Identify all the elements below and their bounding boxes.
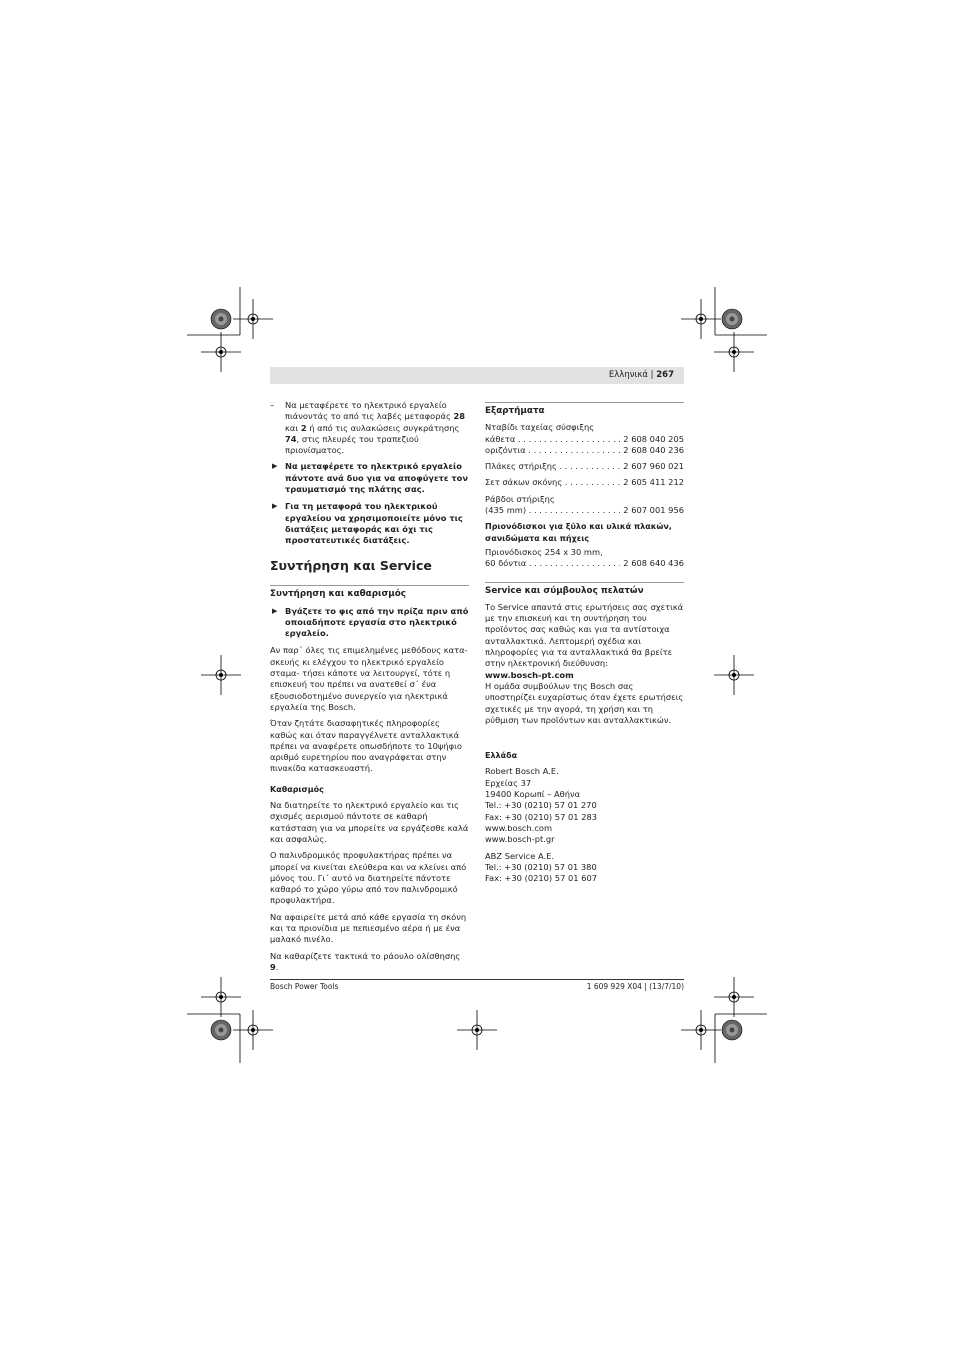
accessory-row: Σετ σάκων σκόνης . . . 2 605 411 212 xyxy=(485,477,684,488)
footer-divider xyxy=(270,979,684,980)
footer-right: 1 609 929 X04 | (13/7/10) xyxy=(586,982,684,991)
country-title: Ελλάδα xyxy=(485,751,518,761)
rods-title: Ράβδοι στήριξης xyxy=(485,493,555,504)
paragraph: Όταν ζητάτε διασαφητικές πληροφορίες καθώς και όταν παραγγέλνετε ανταλλακτικά πρέπει να αναφέρετε οπωσδήποτε το 10ψήφιο αριθμό ευρετηρίου που αναγράφεται στην πινακίδα κατασκευαστή. xyxy=(270,718,462,774)
arrow-right-icon: ▶ xyxy=(272,502,278,511)
clamp-title: Νταβίδι ταχείας σύσφιξης xyxy=(485,422,595,433)
cleaning-title: Καθαρισμός xyxy=(270,784,324,794)
maintenance-section xyxy=(270,560,469,978)
page-header: Ελληνικά | 267 xyxy=(270,367,684,384)
arrow-right-icon: ▶ xyxy=(272,462,278,471)
blade-description: Πριονόδισκος 254 x 30 mm, xyxy=(485,546,603,557)
service-title: Service και σύμβουλος πελατών xyxy=(485,582,684,597)
left-column xyxy=(270,400,470,553)
paragraph: Το Service απαντά στις ερωτήσεις σας σχετικά με την επισκευή και τη συντήρηση του προϊόντος σας καθώς και για τα αντίστοιχα ανταλλακτικά. Λεπτομερή σχέδια και πληροφορίες για τα ανταλλακτικά θα βρείτε στην ηλεκτρονική διεύθυνση: xyxy=(485,601,684,669)
accessory-row: (435 mm) . . . 2 607 001 956 xyxy=(485,505,684,516)
paragraph: Να καθαρίζετε τακτικά το ράουλο ολίσθησης 9. xyxy=(270,950,461,972)
arrow-right-icon: ▶ xyxy=(272,606,278,615)
accessory-row: 60 δόντια . . . 2 608 640 436 xyxy=(485,558,684,569)
accessory-row: κάθετα . . . 2 608 040 205 xyxy=(485,434,684,445)
paragraph: Να αφαιρείτε μετά από κάθε εργασία τη σκόνη και τα πριονίδια με πεπιεσμένο αέρα ή με ένα μαλακό πινέλο. xyxy=(270,911,467,945)
subsection-title: Συντήρηση και καθαρισμός xyxy=(270,585,469,600)
accessories-title: Εξαρτήματα xyxy=(485,402,684,417)
warning-carry-two-persons: ▶ Να μεταφέρετε το ηλεκτρικό εργαλείο πάντοτε ανά δυο για να αποφύγετε τον τραυματισμό της πλάτης σας. xyxy=(272,461,469,495)
address-block: ABZ Service A.E. Tel.: +30 (0210) 57 01 380 Fax: +30 (0210) 57 01 607 xyxy=(485,850,598,884)
blades-title: Πριονόδισκοι για ξύλο και υλικά πλακών, σανιδώματα και πήχεις xyxy=(485,522,672,543)
right-column xyxy=(485,402,684,884)
paragraph: Η ομάδα συμβούλων της Bosch σας υποστηρίζει ευχαρίστως όταν έχετε ερωτήσεις σχετικές με την αγορά, τη χρήση και τη ρύθμιση των προϊόντων και ανταλλακτικών. xyxy=(485,680,684,725)
service-url[interactable]: www.bosch-pt.com xyxy=(485,669,574,680)
warning-transport-devices: ▶ Για τη μεταφορά του ηλεκτρικού εργαλείου να χρησιμοποιείτε μόνο τις διατάξεις μεταφοράς και όχι τις προστατευτικές διατάξεις. xyxy=(272,501,463,546)
page-number: 267 xyxy=(656,370,674,380)
accessory-row: οριζόντια . . . 2 608 040 236 xyxy=(485,445,684,456)
section-title: Συντήρηση και Service xyxy=(270,558,432,573)
transport-dash-item: – Να μεταφέρετε το ηλεκτρικό εργαλείο πιάνοντάς το από τις λαβές μεταφοράς 28 και 2 ή από τις αυλακώσεις συγκράτησης 74, στις πλευρές του τραπεζιού πριονίσματος. xyxy=(270,400,470,456)
accessory-row: Πλάκες στήριξης . . . 2 607 960 021 xyxy=(485,461,684,472)
address-block: Robert Bosch A.E. Ερχείας 37 19400 Κορωπί – Αθήνα Tel.: +30 (0210) 57 01 270 Fax: +30 (0210) 57 01 283 www.bosch.com www.bosch-pt.gr xyxy=(485,766,598,845)
paragraph: Αν παρ΄ όλες τις επιμελημένες μεθόδους κατα- σκευής κι ελέγχου το ηλεκτρικό εργαλείο σταμα- τήσει κάποτε να λειτουργεί, τότε η επισκευή του πρέπει να ανατεθεί σ΄ ένα εξουσιοδοτημένο συνεργείο για ηλεκτρικά εργαλεία της Bosch. xyxy=(270,645,468,712)
warning-unplug: ▶ Βγάζετε το φις από την πρίζα πριν από οποιαδήποτε εργασία στο ηλεκτρικό εργαλείο. xyxy=(272,605,469,639)
paragraph: Να διατηρείτε το ηλεκτρικό εργαλείο και τις σχισμές αερισμού πάντοτε σε καθαρή κατάσταση για να μπορείτε να εργάζεσθε καλά και ασφαλώς. xyxy=(270,800,469,844)
footer-left: Bosch Power Tools xyxy=(270,982,339,991)
paragraph: Ο παλινδρομικός προφυλακτήρας πρέπει να μπορεί να κινείται ελεύθερα και να κλείνει από μόνος του. Γι΄ αυτό να διατηρείτε πάντοτε καθαρό το χώρο γύρω από τον παλινδρομικό προφυλακτήρα. xyxy=(270,850,467,906)
header-language: Ελληνικά xyxy=(608,370,648,380)
